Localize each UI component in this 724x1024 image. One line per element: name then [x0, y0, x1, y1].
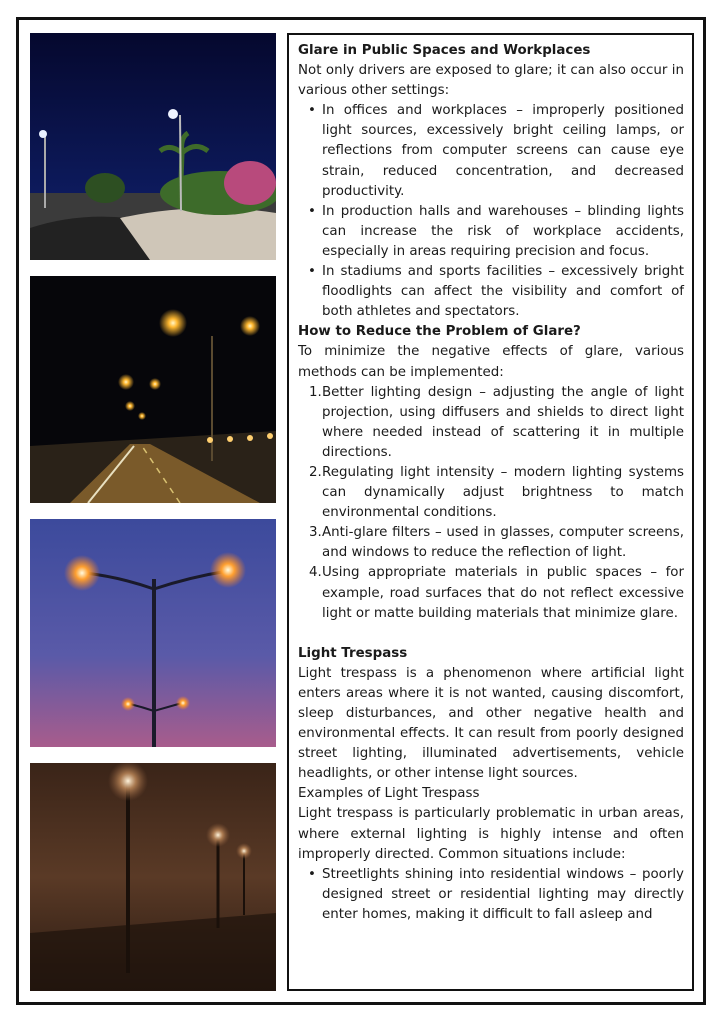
list-number: 1.: [309, 384, 322, 400]
trespass-heading: Light Trespass: [298, 645, 408, 661]
list-item: • In offices and workplaces – improperly positioned light sources, excessively bright ceiling lamps, or reflections from computer screens can cause eye strain, reduced concentration, and decreased productivity.: [298, 101, 684, 201]
foggy-streetlights-photo: [30, 763, 276, 991]
list-item: • In stadiums and sports facilities – excessively bright floodlights can affect the visibility and comfort of both athletes and spectators.: [298, 262, 684, 322]
list-item: • In production halls and warehouses – blinding lights can increase the risk of workplace accidents, especially in areas requiring precision and focus.: [298, 202, 684, 262]
trespass-subheading: Examples of Light Trespass: [298, 786, 480, 802]
list-number: 4.: [309, 565, 322, 581]
double-streetlamp-dusk-photo: [30, 519, 276, 747]
list-item-text: Using appropriate materials in public spaces – for example, road surfaces that do not reflect excessive light or matte building materials that minimize glare.: [322, 565, 684, 621]
list-number: 3.: [309, 525, 322, 541]
trespass-paragraph-2: Light trespass is particularly problematic in urban areas, where external lighting is highly intense and often improperly directed. Common situations include:: [298, 806, 684, 862]
glare-heading: Glare in Public Spaces and Workplaces: [298, 43, 591, 58]
reduce-heading: How to Reduce the Problem of Glare?: [298, 324, 581, 340]
trespass-paragraph: Light trespass is a phenomenon where artificial light enters areas where it is not wanted, causing discomfort, sleep disturbances, and other negative health and environmental effects. It can result from poorly designed street lighting, illuminated advertisements, vehicle headlights, or other intense light sources.: [298, 665, 684, 782]
list-number: 2.: [309, 464, 322, 480]
reduce-intro: To minimize the negative effects of glare, various methods can be implemented:: [298, 344, 684, 380]
glare-intro: Not only drivers are exposed to glare; it can also occur in various other settings:: [298, 63, 684, 99]
trespass-examples-list: [298, 865, 684, 925]
list-item-text: Regulating light intensity – modern lighting systems can dynamically adjust brightness to match environmental conditions.: [322, 464, 684, 521]
highway-streetlights-glare-photo: [30, 276, 276, 503]
glare-settings-list: [298, 101, 684, 322]
list-item: [298, 523, 684, 563]
list-item-text: Better lighting design – adjusting the angle of light projection, using diffusers and shields to direct light where needed instead of scattering it in multiple directions.: [322, 384, 684, 460]
section-spacer: [298, 624, 684, 644]
reduce-methods-list: [298, 383, 684, 624]
list-item: [298, 463, 684, 523]
article-text-box: [287, 33, 694, 991]
streetlights-roundabout-night-photo: [30, 33, 276, 260]
list-item-text: Anti-glare filters – used in glasses, computer screens, and windows to reduce the reflection of light.: [322, 525, 684, 561]
list-item: [298, 383, 684, 463]
list-item: • Streetlights shining into residential windows – poorly designed street or residential lighting may directly enter homes, making it difficult to fall asleep and: [298, 865, 684, 925]
list-item: [298, 563, 684, 623]
